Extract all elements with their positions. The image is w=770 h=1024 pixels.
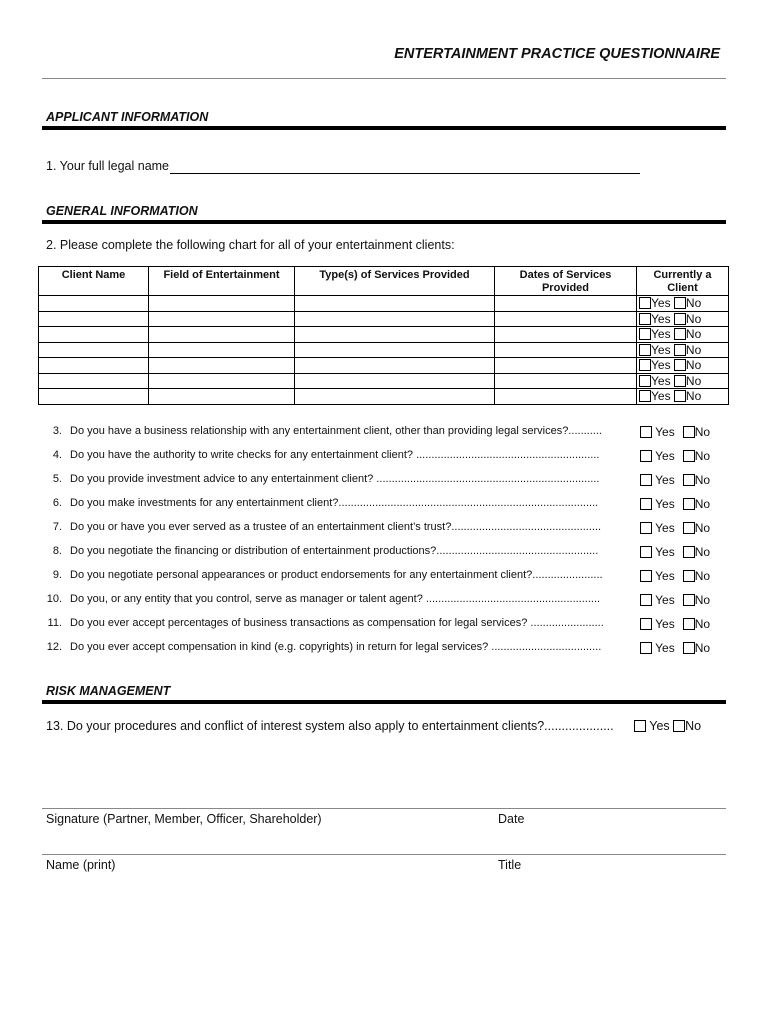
no-label: No — [685, 296, 702, 311]
question-2-label: 2. Please complete the following chart for all of your entertainment clients: — [46, 238, 455, 252]
yes-checkbox[interactable] — [634, 720, 646, 732]
field-cell[interactable] — [149, 327, 295, 343]
table-row — [39, 342, 729, 358]
form-title: ENTERTAINMENT PRACTICE QUESTIONNAIRE — [394, 46, 720, 62]
services-cell[interactable] — [295, 342, 495, 358]
no-checkbox[interactable] — [674, 328, 686, 340]
dates-cell[interactable] — [495, 327, 637, 343]
no-label: No — [694, 617, 711, 631]
client-name-cell[interactable] — [39, 389, 149, 405]
header-field-of-entertainment: Field of Entertainment — [149, 267, 295, 296]
yes-label: Yes — [651, 296, 671, 311]
dates-cell[interactable] — [495, 311, 637, 327]
client-name-cell[interactable] — [39, 342, 149, 358]
question-number: 7. — [52, 521, 62, 533]
yes-label: Yes — [651, 311, 671, 326]
services-cell[interactable] — [295, 311, 495, 327]
question-row-10 — [46, 593, 726, 609]
no-checkbox[interactable] — [674, 390, 686, 402]
current-client-cell — [637, 373, 729, 389]
question-13-label: 13. Do your procedures and conflict of interest system also apply to entertainment clients?.................... — [46, 719, 614, 733]
no-label: No — [685, 373, 702, 388]
title-divider — [42, 78, 726, 79]
question-text: Do you negotiate the financing or distribution of entertainment productions?..................................................... — [70, 545, 599, 557]
no-checkbox[interactable] — [683, 498, 695, 510]
field-cell[interactable] — [149, 311, 295, 327]
yes-no-group — [640, 593, 710, 607]
question-text: Do you make investments for any entertainment client?..................................................................................... — [70, 497, 599, 509]
no-checkbox[interactable] — [683, 546, 695, 558]
current-client-cell — [637, 389, 729, 405]
services-cell[interactable] — [295, 327, 495, 343]
services-cell[interactable] — [295, 358, 495, 374]
field-cell[interactable] — [149, 342, 295, 358]
client-name-cell[interactable] — [39, 296, 149, 312]
yes-no-group — [640, 497, 710, 511]
no-label: No — [685, 389, 702, 404]
yes-checkbox[interactable] — [640, 498, 652, 510]
name-print-line[interactable] — [42, 854, 726, 855]
yes-checkbox[interactable] — [640, 618, 652, 630]
yes-checkbox[interactable] — [640, 642, 652, 654]
yes-label: Yes — [655, 473, 675, 487]
question-13-yes-no — [634, 719, 701, 733]
question-row-7 — [46, 521, 726, 537]
field-cell[interactable] — [149, 373, 295, 389]
question-number: 4. — [52, 449, 62, 461]
no-label: No — [685, 358, 702, 373]
yes-no-group — [640, 569, 710, 583]
client-name-cell[interactable] — [39, 311, 149, 327]
no-label: No — [694, 545, 711, 559]
question-1-label: 1. Your full legal name — [46, 159, 170, 173]
section-divider-applicant — [42, 126, 726, 130]
client-name-cell[interactable] — [39, 327, 149, 343]
question-text: Do you negotiate personal appearances or product endorsements for any entertainment client?....................... — [70, 569, 603, 581]
section-heading-risk: RISK MANAGEMENT — [46, 684, 171, 698]
no-checkbox[interactable] — [683, 642, 695, 654]
question-text: Do you have the authority to write checks for any entertainment client? ............................................................ — [70, 449, 600, 461]
question-row-8 — [46, 545, 726, 561]
yes-checkbox[interactable] — [640, 474, 652, 486]
table-row — [39, 358, 729, 374]
yes-no-group — [640, 521, 710, 535]
no-label: No — [685, 719, 702, 733]
table-row — [39, 311, 729, 327]
header-client-name: Client Name — [39, 267, 149, 296]
section-divider-risk — [42, 700, 726, 704]
signature-line[interactable] — [42, 808, 726, 809]
no-label: No — [694, 641, 711, 655]
current-client-cell — [637, 311, 729, 327]
yes-checkbox[interactable] — [639, 344, 651, 356]
current-client-cell — [637, 327, 729, 343]
yes-label: Yes — [651, 327, 671, 342]
yes-label: Yes — [651, 358, 671, 373]
yes-label: Yes — [655, 569, 675, 583]
no-checkbox[interactable] — [683, 522, 695, 534]
dates-cell[interactable] — [495, 342, 637, 358]
yes-label: Yes — [655, 617, 675, 631]
yes-checkbox[interactable] — [639, 328, 651, 340]
question-number: 3. — [52, 425, 62, 437]
question-text: Do you have a business relationship with any entertainment client, other than providing legal services?........... — [70, 425, 602, 437]
client-chart-table — [38, 266, 729, 405]
yes-checkbox[interactable] — [639, 359, 651, 371]
yes-no-group — [640, 425, 710, 439]
yes-checkbox[interactable] — [640, 546, 652, 558]
yes-label: Yes — [655, 449, 675, 463]
no-label: No — [694, 473, 711, 487]
yes-label: Yes — [655, 521, 675, 535]
no-checkbox[interactable] — [683, 570, 695, 582]
question-number: 8. — [52, 545, 62, 557]
services-cell[interactable] — [295, 389, 495, 405]
dates-cell[interactable] — [495, 296, 637, 312]
question-number: 12. — [46, 641, 62, 653]
yes-label: Yes — [651, 342, 671, 357]
services-cell[interactable] — [295, 296, 495, 312]
no-checkbox[interactable] — [683, 426, 695, 438]
yes-no-group — [640, 641, 710, 655]
yes-label: Yes — [651, 389, 671, 404]
yes-label: Yes — [655, 641, 675, 655]
question-number: 9. — [52, 569, 62, 581]
table-row — [39, 389, 729, 405]
yes-no-group — [640, 449, 710, 463]
no-label: No — [685, 311, 702, 326]
yes-label: Yes — [655, 593, 675, 607]
services-cell[interactable] — [295, 373, 495, 389]
yes-checkbox[interactable] — [640, 594, 652, 606]
yes-checkbox[interactable] — [639, 390, 651, 402]
date-label: Date — [498, 812, 525, 826]
no-checkbox[interactable] — [683, 618, 695, 630]
table-row — [39, 373, 729, 389]
field-cell[interactable] — [149, 389, 295, 405]
yes-checkbox[interactable] — [639, 313, 651, 325]
no-label: No — [694, 521, 711, 535]
no-label: No — [685, 342, 702, 357]
yes-checkbox[interactable] — [639, 375, 651, 387]
no-checkbox[interactable] — [674, 359, 686, 371]
no-label: No — [685, 327, 702, 342]
question-number: 11. — [47, 617, 62, 629]
question-row-6 — [46, 497, 726, 513]
no-label: No — [694, 497, 711, 511]
question-text: Do you ever accept percentages of business transactions as compensation for legal services? ........................ — [70, 617, 604, 629]
no-checkbox[interactable] — [683, 450, 695, 462]
question-row-5 — [46, 473, 726, 489]
yes-no-group — [640, 545, 710, 559]
table-header-row — [39, 267, 729, 296]
question-row-11 — [46, 617, 726, 633]
header-currently-a-client: Currently a Client — [637, 267, 729, 296]
question-text: Do you, or any entity that you control, serve as manager or talent agent? ......................................................... — [70, 593, 601, 605]
header-dates-of-services: Dates of Services Provided — [495, 267, 637, 296]
question-number: 10. — [46, 593, 62, 605]
question-text: Do you provide investment advice to any entertainment client? ......................................................................... — [70, 473, 600, 485]
yes-label: Yes — [655, 425, 675, 439]
table-row — [39, 296, 729, 312]
question-row-9 — [46, 569, 726, 585]
yes-label: Yes — [649, 719, 670, 733]
table-row — [39, 327, 729, 343]
current-client-cell — [637, 342, 729, 358]
header-services-provided: Type(s) of Services Provided — [295, 267, 495, 296]
question-text: Do you or have you ever served as a trustee of an entertainment client’s trust?................................................. — [70, 521, 602, 533]
yes-label: Yes — [651, 373, 671, 388]
question-row-4 — [46, 449, 726, 465]
no-checkbox[interactable] — [674, 375, 686, 387]
client-name-cell[interactable] — [39, 358, 149, 374]
yes-checkbox[interactable] — [640, 570, 652, 582]
no-label: No — [694, 593, 711, 607]
field-cell[interactable] — [149, 358, 295, 374]
dates-cell[interactable] — [495, 358, 637, 374]
title-label: Title — [498, 858, 522, 872]
question-number: 5. — [52, 473, 62, 485]
name-print-label: Name (print) — [46, 858, 116, 872]
client-name-cell[interactable] — [39, 373, 149, 389]
dates-cell[interactable] — [495, 389, 637, 405]
full-legal-name-field[interactable] — [170, 173, 640, 174]
yes-label: Yes — [655, 545, 675, 559]
yes-no-group — [640, 617, 710, 631]
section-heading-general: GENERAL INFORMATION — [46, 204, 198, 218]
no-checkbox[interactable] — [674, 344, 686, 356]
section-divider-general — [42, 220, 726, 224]
no-checkbox[interactable] — [674, 297, 686, 309]
yes-checkbox[interactable] — [640, 426, 652, 438]
dates-cell[interactable] — [495, 373, 637, 389]
section-heading-applicant: APPLICANT INFORMATION — [46, 110, 209, 124]
no-checkbox[interactable] — [674, 313, 686, 325]
current-client-cell — [637, 358, 729, 374]
yes-checkbox[interactable] — [640, 522, 652, 534]
no-checkbox[interactable] — [673, 720, 685, 732]
no-checkbox[interactable] — [683, 474, 695, 486]
signature-label: Signature (Partner, Member, Officer, Shareholder) — [46, 812, 322, 826]
field-cell[interactable] — [149, 296, 295, 312]
no-label: No — [694, 569, 711, 583]
no-label: No — [694, 449, 711, 463]
yes-no-group — [640, 473, 710, 487]
yes-checkbox[interactable] — [639, 297, 651, 309]
no-checkbox[interactable] — [683, 594, 695, 606]
current-client-cell — [637, 296, 729, 312]
question-row-3 — [46, 425, 726, 441]
question-text: Do you ever accept compensation in kind (e.g. copyrights) in return for legal services? .................................... — [70, 641, 602, 653]
question-number: 6. — [52, 497, 62, 509]
yes-checkbox[interactable] — [640, 450, 652, 462]
no-label: No — [694, 425, 711, 439]
question-row-12 — [46, 641, 726, 657]
yes-label: Yes — [655, 497, 675, 511]
